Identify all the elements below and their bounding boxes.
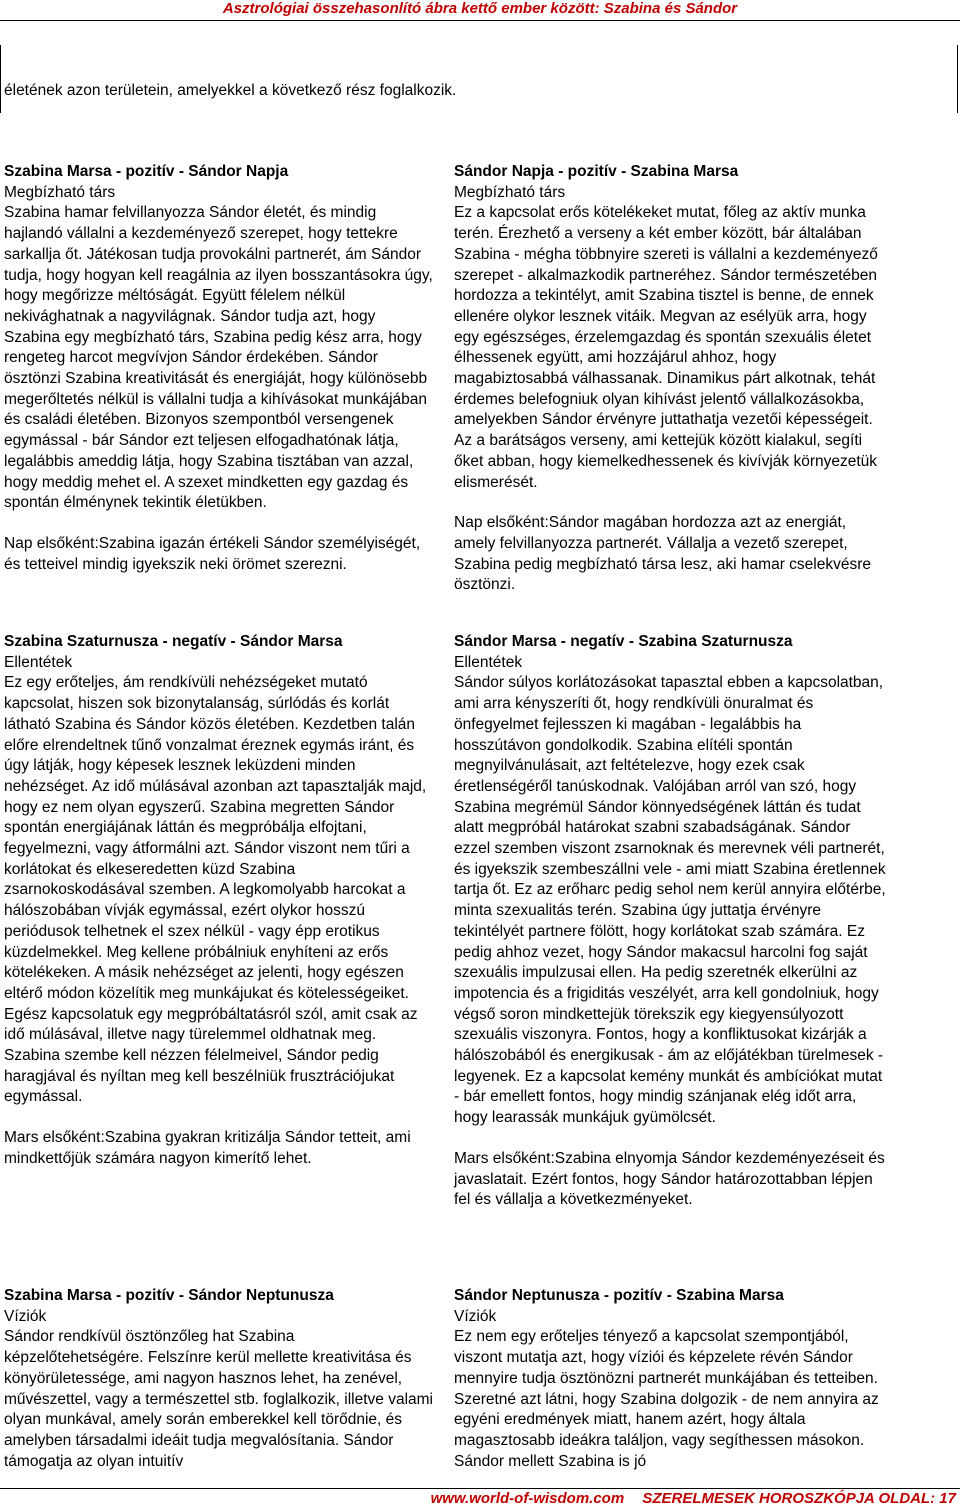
section-paragraph: Nap elsőként:Sándor magában hordozza azt az energiát, amely felvillanyozza partnerét. Vállalja a vezető szerepet, Szabina pedig megbízható társa lesz, aki hamar cselekvésre ösztönzi.	[454, 514, 871, 594]
section-paragraph: Mars elsőként:Szabina elnyomja Sándor kezdeményezéseit és javaslatait. Ezért fontos, hogy Sándor határozottabban lépjen fel és vállalja a következményeket.	[454, 1149, 885, 1209]
section-right-2	[454, 632, 888, 1211]
section-title: Szabina Marsa - pozitív - Sándor Napja	[4, 163, 289, 180]
section-paragraph: Ez egy erőteljes, ám rendkívüli nehézségeket mutató kapcsolat, hiszen sok bizonytalanság, súrlódás és korlát látható Szabina és Sándor közös életében. Kezdetben talán előre elrendeltnek tűnő vonzalmat éreznek egymás iránt, és úgy látják, hogy képesek lesznek leküzdeni minden nehézséget. Az idő múlásával azonban azt tapasztalják majd, hogy ez nem olyan egyszerű. Szabina megretten Sándor spontán energiájának láttán és megpróbálja elfojtani, fegyelmezni, vagy átformálni azt. Sándor viszont nem tűri a korlátokat és elkeseredetten küzd Szabina zsarnokoskodásával szemben. A legkomolyabb harcokat a hálószobában vívják egymással, ezért olykor hosszú periódusok telhetnek el szex nélkül - vagy épp erotikus küzdelmekkel. Meg kellene próbálniuk enyhíteni az erős kötelékeken. A másik nehézséget az jelenti, hogy egészen eltérő módon közelítik meg munkájukat és kötelességeiket. Egész kapcsolatuk egy megpróbáltatásról szól, amit csak az idő múlásával, illetve nagy türelemmel oldhatnak meg. Szabina szembe kell nézzen félelmeivel, Sándor pedig haragjával és nyíltan meg kell beszélniük frusztrációjukat egymással.	[4, 674, 427, 1106]
section-subtitle: Víziók	[4, 1307, 47, 1325]
intro-box-left-border	[0, 45, 1, 113]
footer-page-label: SZERELMESEK HOROSZKÓPJA OLDAL: 17	[642, 1490, 956, 1507]
section-paragraph: Szabina hamar felvillanyozza Sándor életét, és mindig hajlandó vállalni a kezdeményező szerepet, hogy tettekre sarkallja őt. Játékosan tudja provokálni partnerét, ám Sándor tudja, hogy hogyan kell reagálnia az ilyen bosszantásokra úgy, hogy megőrizze méltóságát. Együtt félelem nélkül nekivághatnak a nagyvilágnak. Sándor tudja azt, hogy Szabina egy megbízható társ, Szabina pedig kész arra, hogy rengeteg harcot megvívjon Sándor érdekében. Sándor ösztönzi Szabina kreativitását és energiáját, hogy különösebb megerőltetés nélkül is vállalni tudja a kihívásokat munkájában és családi életében. Bizonyos szempontból versengenek egymással - bár Sándor ezt teljesen elfogadhatónak látja, legalábbis ameddig látja, hogy Szabina tisztában van azzal, hogy meddig mehet el. A szexet mindketten egy gazdag és spontán élménynek tekintik életükben.	[4, 204, 433, 512]
section-paragraph: Nap elsőként:Szabina igazán értékeli Sándor személyiségét, és tetteivel mindig igyekszik neki örömet szerezni.	[4, 534, 421, 573]
section-left-2	[4, 632, 434, 1170]
intro-text: életének azon területein, amelyekkel a következő rész foglalkozik.	[4, 82, 457, 99]
section-paragraph: Mars elsőként:Szabina gyakran kritizálja Sándor tetteit, ami mindkettőjük számára nagyon kimerítő lehet.	[4, 1129, 411, 1167]
section-paragraph: Ez nem egy erőteljes tényező a kapcsolat szempontjából, viszont mutatja azt, hogy víziói és képzelete révén Sándor mennyire tudja ösztönözni partnerét munkájában és tetteiben. Szeretné azt látni, hogy Szabina dolgozik - de nem annyira az egyéni eredmények miatt, hanem azért, hogy általa magasztosabb ideákra találjon, vagy segíthessen másokon. Sándor mellett Szabina is jó	[454, 1328, 879, 1470]
section-title: Szabina Szaturnusza - negatív - Sándor Marsa	[4, 633, 343, 650]
section-right-1	[454, 162, 888, 596]
section-subtitle: Ellentétek	[4, 653, 73, 671]
section-paragraph: Ez a kapcsolat erős kötelékeket mutat, főleg az aktív munka terén. Érezhető a verseny a két ember között, bár általában Szabina - mégha többnyire szereti is vállalni a kezdeményező szerepet - alkalmazkodik partneréhez. Sándor természetében hordozza a tekintélyt, amit Szabina tisztel is benne, de ennek ellenére olykor lesznek vitáik. Megvan az esélyük arra, hogy egy egészséges, érzelemgazdag és spontán szexuális életet élhessenek együtt, ami hozzájárul ahhoz, hogy magabiztosabbá válhassanak. Dinamikus párt alkotnak, tehát érdemes belefogniuk olyan kihívást jelentő vállalkozásokba, amelyekben Sándor érvényre juttathatja vezetői képességeit. Az a barátságos verseny, ami kettejük között kialakul, segíti őket abban, hogy kiemelkedhessenek és kivívják környezetük elismerését.	[454, 204, 878, 491]
section-right-3	[454, 1286, 888, 1472]
footer-site-link[interactable]: www.world-of-wisdom.com	[430, 1490, 625, 1507]
section-subtitle: Megbízható társ	[454, 183, 566, 201]
section-title: Sándor Napja - pozitív - Szabina Marsa	[454, 163, 739, 180]
section-subtitle: Ellentétek	[454, 653, 523, 671]
section-left-1	[4, 162, 434, 575]
intro-box-right-border	[957, 45, 958, 113]
section-title: Szabina Marsa - pozitív - Sándor Neptunusza	[4, 1287, 334, 1304]
section-subtitle: Megbízható társ	[4, 183, 116, 201]
section-paragraph: Sándor rendkívül ösztönzőleg hat Szabina képzelőtehetségére. Felszínre kerül mellette kreativitása és könyörületessége, ami nagyon hasznos lehet, ha zenével, művészettel, vagy a természettel stb. foglalkozik, illetve valami olyan munkával, amely során emberekkel kell törődnie, és amelyben társadalmi ideáit tudja megvalósítania. Sándor támogatja az olyan intuitív	[4, 1328, 434, 1470]
section-paragraph: Sándor súlyos korlátozásokat tapasztal ebben a kapcsolatban, ami arra kényszeríti őt, hogy rendkívüli önuralmat és önfegyelmet fejlesszen ki magában - legalábbis ha hosszútávon gondolkodik. Szabina elítéli spontán megnyilvánulásait, azt feltételezve, hogy ezek csak éretlenségéről tanúskodnak. Valójában arról van szó, hogy Szabina megrémül Sándor könnyedségének láttán és tudat alatt megpróbál határokat szabni szabadságának. Sándor ezzel szemben viszont zsarnoknak és merevnek véli partnerét, és igyekszik szembeszállni vele - ami miatt Szabina éretlennek tartja őt. Ez az erőharc pedig sehol nem kerül annyira előtérbe, minta szexualitás terén. Szabina úgy juttatja érvényre tekintélyét partnere fölött, hogy korlátokat szab számára. Ez pedig ahhoz vezet, hogy Sándor makacsul harcolni fog saját szexuális impulzusai ellen. Ha pedig szeretnék elkerülni az impotencia és a frigiditás veszélyét, arra kell gondolniuk, hogy végső soron mindkettejük törekszik egy kiegyensúlyozott szexuális viszonyra. Fontos, hogy a konfliktusokat kizárják a hálószobából és energikusak - ám az előjátékban türelmesek - legyenek. Ez a kapcsolat kemény munkát és ambíciókat mutat - bár emellett fontos, hogy mindig szánjanak elég időt arra, hogy learassák munkájuk gyümölcsét.	[454, 674, 886, 1127]
header-divider	[0, 20, 960, 21]
section-title: Sándor Neptunusza - pozitív - Szabina Marsa	[454, 1287, 784, 1304]
page-footer	[0, 1490, 956, 1508]
header-title: Asztrológiai összehasonlító ábra kettő ember között: Szabina és Sándor	[222, 0, 738, 17]
section-title: Sándor Marsa - negatív - Szabina Szaturnusza	[454, 633, 793, 650]
section-left-3	[4, 1286, 434, 1472]
section-subtitle: Víziók	[454, 1307, 497, 1325]
footer-divider	[0, 1488, 960, 1489]
